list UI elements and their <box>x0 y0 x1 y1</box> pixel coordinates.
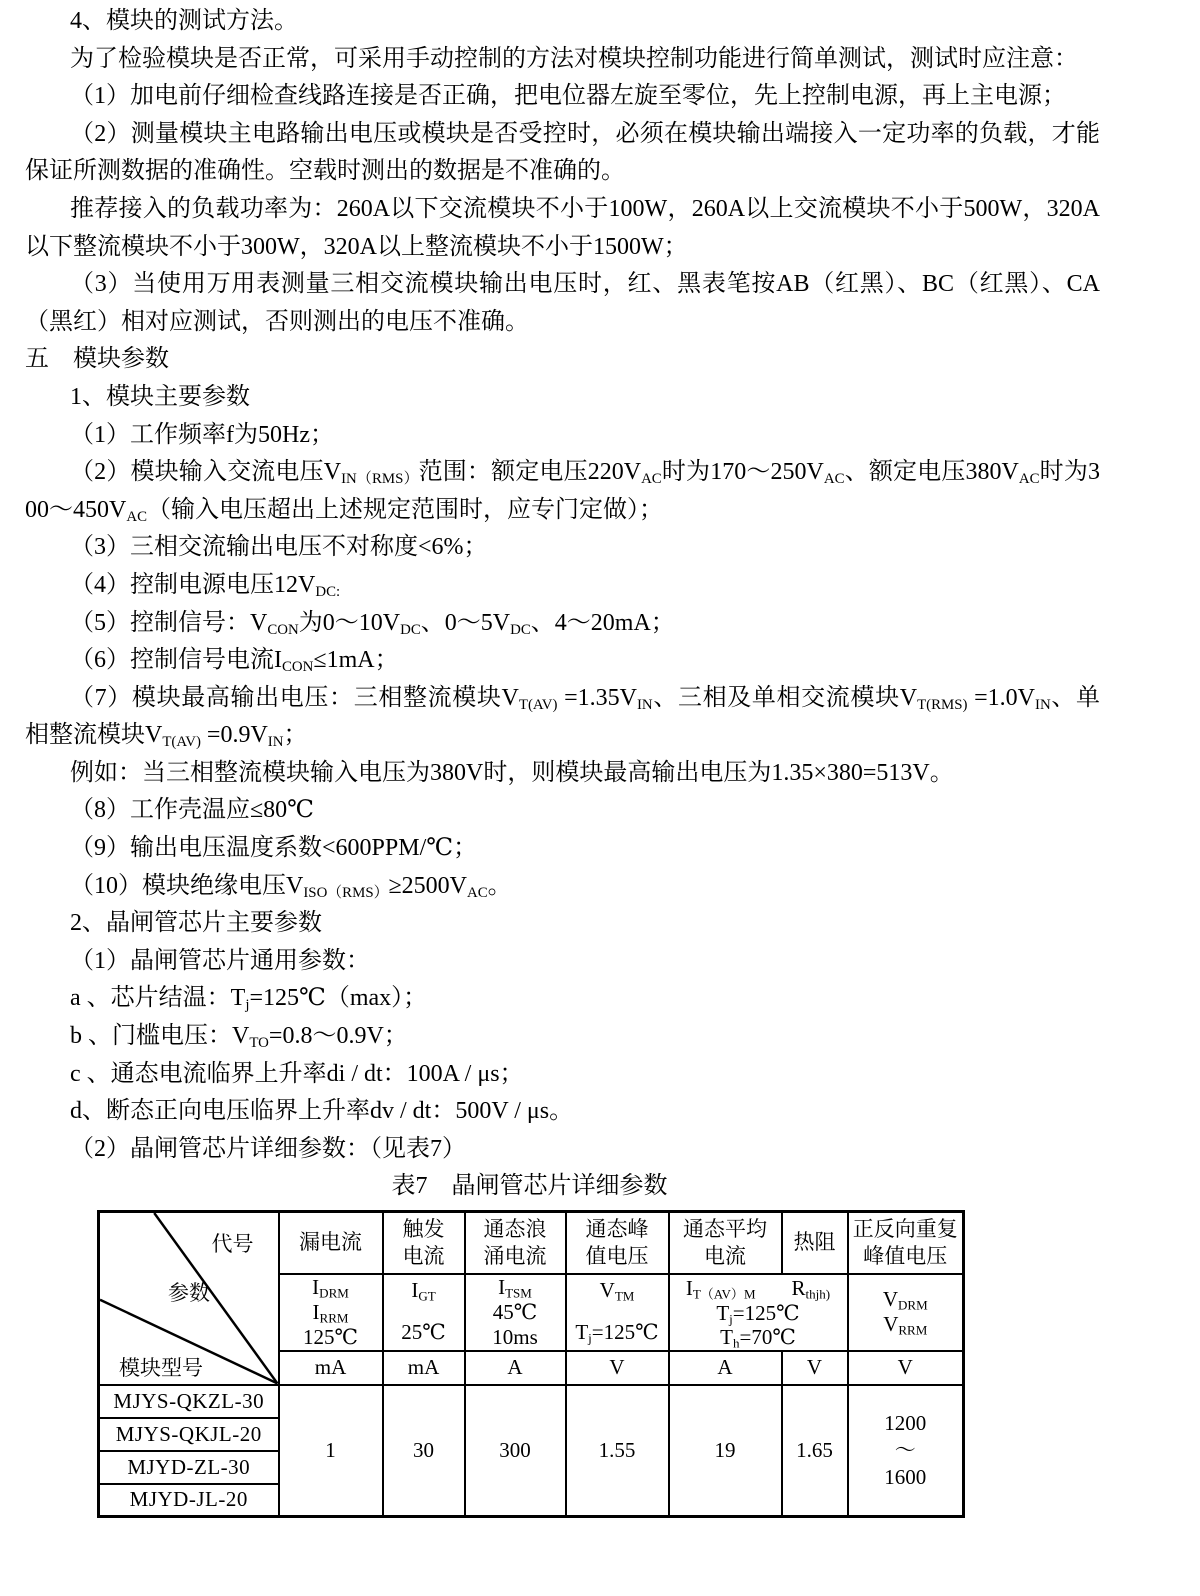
value-trigger: 30 <box>383 1385 465 1517</box>
paragraph: d、断态正向电压临界上升率dv / dt：500V / μs。 <box>70 1098 574 1125</box>
paragraph: （5）控制信号：$V_{CON}$为$0\sim 10V_{DC}$、$0\sim 5V_{DC}$、4～20mA； <box>70 609 675 638</box>
col-header-line: 电流 <box>402 1243 445 1268</box>
paragraph: （2）测量模块主电路输出电压或模块是否受控时，必须在模块输出端接入一定功率的负载，才能保证所测数据的准确性。空载时测出的数据是不准确的。 <box>25 120 1100 185</box>
paragraph: （3）三相交流输出电压不对称度<6%； <box>70 534 488 561</box>
range-line: 1200 <box>884 1410 927 1435</box>
symbol-cell-average-thermal <box>669 1274 848 1351</box>
paragraph: （2）晶闸管芯片详细参数：（见表7） <box>70 1135 466 1162</box>
symbol-cell-leakage <box>279 1274 383 1351</box>
unit-repetitive: V <box>848 1351 964 1385</box>
unit-thermal: V <box>782 1351 848 1385</box>
col-header-line: 触发 <box>402 1216 445 1241</box>
paragraph: （7）模块最高输出电压：三相整流模块$V_{T(AV)} =1.35V_{IN}$、三相及单相交流模块$V_{T(RMS)} =1.0V_{IN}$、单相整流模块$V_{T(AV)} =0.9V_{IN}$； <box>25 684 1100 751</box>
paragraph: （2）模块输入交流电压$V_{IN(RMS)}$范围：额定电压$220V_{AC}$时为$170\sim 250V_{AC}$、额定电压$380V_{AC}$时为$300\sim 450V_{AC}$（输入电压超出上述规定范围时，应专门定做）； <box>25 459 1100 525</box>
col-header-line: 峰值电压 <box>863 1243 948 1268</box>
col-header-line: 值电压 <box>585 1243 649 1268</box>
range-line: 1600 <box>884 1464 927 1489</box>
section-heading: 五 模块参数 <box>25 346 169 373</box>
paragraph: 2、晶闸管芯片主要参数 <box>70 910 322 937</box>
value-peak: 1.55 <box>566 1385 669 1517</box>
col-header-average-current <box>669 1212 782 1274</box>
symbol-cell-trigger <box>383 1274 465 1351</box>
table-caption: 表7 晶闸管芯片详细参数 <box>391 1173 668 1200</box>
paragraph: c 、通态电流临界上升率di / dt：100A / μs； <box>70 1060 524 1087</box>
symbol-line: $V_{TM}$ <box>599 1277 635 1304</box>
module-name: MJYS-QKZL-30 <box>99 1385 279 1418</box>
range-line: ～ <box>894 1437 916 1462</box>
col-header-line: 通态平均 <box>683 1216 767 1241</box>
symbol-line: $I_{DRM}$ <box>312 1274 349 1301</box>
symbol-line: $R_{thjh)}$ <box>791 1275 831 1302</box>
symbol-line: $I_{TSM}$ <box>498 1274 532 1301</box>
value-average: 19 <box>669 1385 782 1517</box>
symbol-cell-peak <box>566 1274 669 1351</box>
paragraph: b 、门槛电压：$V_{TO}=0.8\sim 0.9V$； <box>70 1023 408 1052</box>
symbol-line: $V_{DRM}$ <box>882 1287 928 1313</box>
paragraph: （3）当使用万用表测量三相交流模块输出电压时，红、黑表笔按AB（红黑）、BC（红黑）、CA（黑红）相对应测试，否则测出的电压不准确。 <box>25 271 1100 335</box>
symbol-cell-surge <box>465 1274 566 1351</box>
paragraph: （6）控制信号电流$I_{CON}\le 1mA$； <box>70 647 399 676</box>
paragraph: （1）晶闸管芯片通用参数： <box>70 947 370 974</box>
paragraph: 为了检验模块是否正常，可采用手动控制的方法对模块控制功能进行简单测试，测试时应注意： <box>70 45 1078 72</box>
paragraph: （4）控制电源电压$12V_{DC:}$ <box>70 571 341 601</box>
paragraph: 推荐接入的负载功率为：260A以下交流模块不小于100W，260A以上交流模块不小于500W，320A以下整流模块不小于300W，320A以上整流模块不小于1500W； <box>25 195 1100 260</box>
symbol-cell-repetitive <box>848 1274 964 1351</box>
col-header-line: 热阻 <box>793 1230 836 1255</box>
value-leakage: 1 <box>279 1385 383 1517</box>
paragraph: （9）输出电压温度系数<600PPM/℃； <box>70 835 478 862</box>
unit-peak: V <box>566 1351 669 1385</box>
col-header-line: 通态峰 <box>585 1216 649 1241</box>
module-name: MJYS-QKJL-20 <box>99 1418 279 1451</box>
col-header-leakage-current <box>279 1212 383 1274</box>
col-header-trigger-current <box>383 1212 465 1274</box>
paragraph: 1、模块主要参数 <box>70 383 250 410</box>
thyristor-parameters-table <box>97 1210 965 1518</box>
col-header-line: 通态浪 <box>483 1216 547 1241</box>
col-header-surge-current <box>465 1212 566 1274</box>
paragraph: （8）工作壳温应≤80℃ <box>70 797 315 824</box>
corner-label-parameter: 参数 <box>168 1281 210 1305</box>
paragraph: 例如：当三相整流模块输入电压为380V时，则模块最高输出电压为1.35×380=513V。 <box>70 759 954 786</box>
symbol-line: $T_j=125℃$ <box>575 1319 659 1346</box>
paragraph: （1）工作频率f为50Hz； <box>70 421 334 448</box>
col-header-line: 电流 <box>704 1243 746 1268</box>
paragraph: （1）加电前仔细检查线路连接是否正确，把电位器左旋至零位，先上控制电源，再上主电源； <box>70 83 1066 110</box>
unit-surge: A <box>465 1351 566 1385</box>
symbol-line: $I_{RRM}$ <box>312 1299 349 1326</box>
value-repetitive-range <box>848 1385 964 1517</box>
symbol-line: 125℃ <box>303 1324 358 1349</box>
corner-cell <box>99 1212 279 1385</box>
paragraph: （10）模块绝缘电压$V_{ISO(RMS)}\ge 2500V_{AC}$。 <box>70 872 512 901</box>
unit-average: A <box>669 1351 782 1385</box>
symbol-line: 10ms <box>492 1324 538 1349</box>
col-header-line: 涌电流 <box>483 1243 547 1268</box>
unit-leakage: mA <box>279 1351 383 1385</box>
col-header-thermal-resistance <box>782 1212 848 1274</box>
col-header-peak-voltage <box>566 1212 669 1274</box>
symbol-line: $I_{GT}$ <box>411 1277 436 1304</box>
corner-label-symbol: 代号 <box>211 1232 254 1256</box>
symbol-line: 45℃ <box>492 1299 538 1324</box>
paragraph: 4、模块的测试方法。 <box>70 8 298 34</box>
module-name: MJYD-ZL-30 <box>99 1451 279 1484</box>
module-name: MJYD-JL-20 <box>99 1484 279 1517</box>
value-thermal: 1.65 <box>782 1385 848 1517</box>
symbol-line: $T_j=125℃$ <box>716 1300 800 1327</box>
symbol-line: $V_{RRM}$ <box>883 1312 928 1338</box>
symbol-line: $I_{T(AV)M}$ <box>685 1275 756 1302</box>
col-header-line: 漏电流 <box>299 1230 362 1255</box>
unit-trigger: mA <box>383 1351 465 1385</box>
paragraph: a 、芯片结温：$T_j=125℃(\max)$； <box>70 985 428 1014</box>
symbol-line: $T_h=70℃$ <box>720 1324 796 1351</box>
corner-label-module-model: 模块型号 <box>119 1356 203 1380</box>
symbol-line: 25℃ <box>401 1319 446 1344</box>
col-header-line: 正反向重复 <box>852 1216 958 1241</box>
col-header-repetitive-peak-voltage <box>848 1212 964 1274</box>
value-surge: 300 <box>465 1385 566 1517</box>
